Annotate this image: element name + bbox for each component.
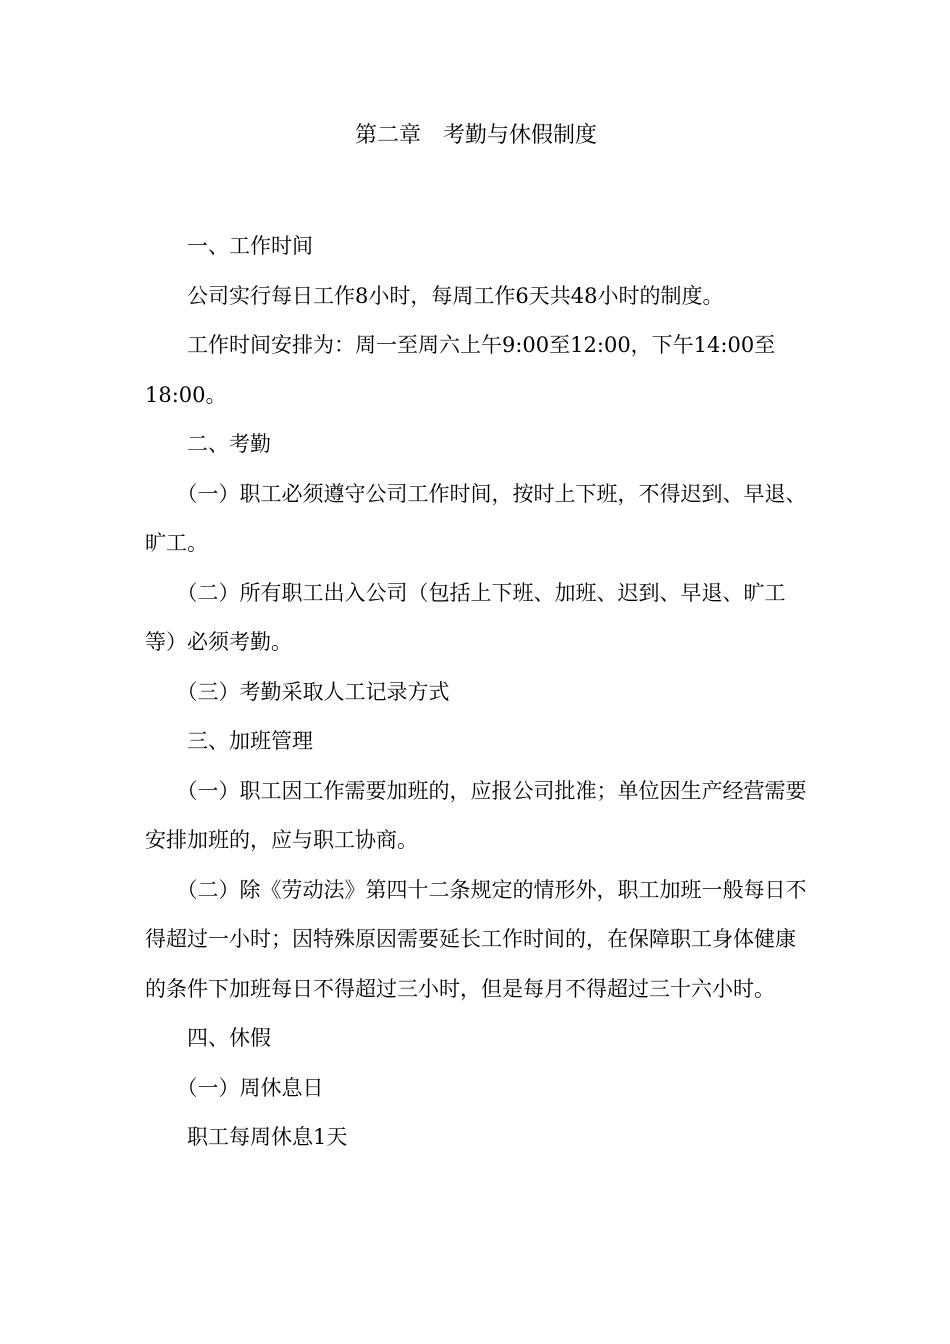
paragraph-attendance-item-1: （一）职工必须遵守公司工作时间，按时上下班，不得迟到、早退、旷工。	[145, 481, 807, 555]
paragraph-work-hours-policy: 公司实行每日工作8小时，每周工作6天共48小时的制度。	[187, 283, 724, 308]
paragraph-weekly-rest: 职工每周休息1天	[187, 1125, 348, 1149]
paragraph-attendance-item-3: （三）考勤采取人工记录方式	[176, 679, 450, 704]
chapter-title: 第二章 考勤与休假制度	[354, 123, 597, 148]
subheading-weekly-rest-day: （一）周休息日	[176, 1075, 324, 1100]
paragraph-work-schedule: 工作时间安排为：周一至周六上午9:00至12:00，下午14:00至18:00。	[145, 333, 776, 407]
section-heading-leave: 四、休假	[187, 1026, 271, 1050]
section-heading-overtime: 三、加班管理	[187, 729, 313, 753]
section-heading-attendance: 二、考勤	[187, 432, 271, 456]
paragraph-overtime-item-1: （一）职工因工作需要加班的，应报公司批准；单位因生产经营需要安排加班的，应与职工协商。	[145, 778, 807, 852]
section-heading-work-hours: 一、工作时间	[187, 234, 313, 258]
paragraph-attendance-item-2: （二）所有职工出入公司（包括上下班、加班、迟到、早退、旷工等）必须考勤。	[145, 580, 786, 654]
paragraph-overtime-item-2: （二）除《劳动法》第四十二条规定的情形外，职工加班一般每日不得超过一小时；因特殊原因需要延长工作时间的，在保障职工身体健康的条件下加班每日不得超过三小时，但是每月不得超过三十六小时。	[145, 877, 807, 1001]
